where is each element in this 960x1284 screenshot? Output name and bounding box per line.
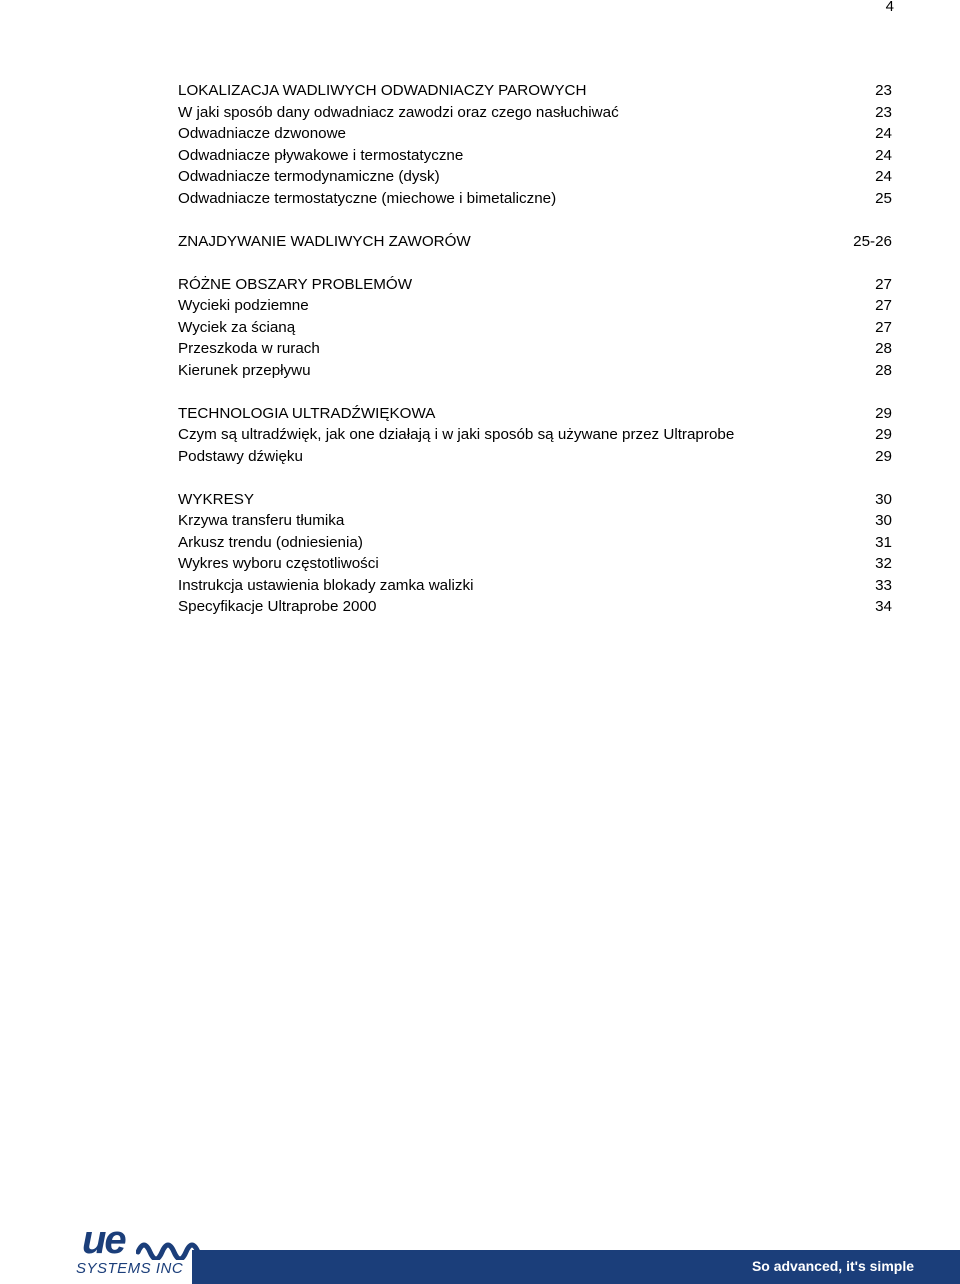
toc-entry-title: Odwadniacze dzwonowe [178, 125, 347, 142]
toc-entry-page: 23 [875, 103, 892, 121]
toc-entry [178, 489, 892, 511]
toc-entry-title: Specyfikacje Ultraprobe 2000 [178, 598, 377, 615]
toc-section [178, 231, 892, 253]
toc-entry-page: 29 [875, 404, 892, 422]
toc-entry [178, 166, 892, 188]
toc-entry-page: 34 [875, 598, 892, 615]
toc-entry-title: Wykres wyboru częstotliwości [178, 555, 379, 572]
toc-entry-title: LOKALIZACJA WADLIWYCH ODWADNIACZY PAROWYCH [178, 82, 587, 99]
toc-entry-title: Kierunek przepływu [178, 361, 311, 379]
toc-section [178, 403, 892, 468]
tagline-band [192, 1250, 960, 1284]
toc-entry-title: ZNAJDYWANIE WADLIWYCH ZAWORÓW [178, 232, 471, 250]
toc-entry [178, 403, 892, 425]
toc-section [178, 489, 892, 618]
toc-entry-title: Podstawy dźwięku [178, 447, 303, 465]
toc-entry-title: W jaki sposób dany odwadniacz zawodzi oraz czego nasłuchiwać [178, 103, 619, 121]
toc-entry-title: RÓŻNE OBSZARY PROBLEMÓW [178, 275, 413, 293]
toc-entry-page: 23 [875, 82, 892, 99]
toc-entry-page: 32 [875, 555, 892, 572]
toc-entry [178, 510, 892, 532]
tagline: So advanced, it's simple [751, 1258, 914, 1274]
toc-entry-page: 27 [875, 318, 892, 336]
toc-entry-title: Przeszkoda w rurach [178, 340, 320, 357]
toc-entry-page: 28 [875, 340, 892, 357]
footer [0, 1218, 960, 1284]
toc-entry-title: Arkusz trendu (odniesienia) [178, 533, 363, 551]
toc-entry [178, 360, 892, 382]
toc-entry-page: 24 [875, 168, 892, 185]
toc-entry-title: Wyciek za ścianą [178, 318, 296, 336]
toc-entry-title: WYKRESY [178, 490, 254, 508]
toc-entry [178, 188, 892, 210]
toc-entry-title: Wycieki podziemne [178, 297, 309, 314]
toc-entry-page: 33 [875, 576, 892, 594]
toc-entry-page: 25 [875, 189, 892, 207]
toc-section [178, 274, 892, 382]
toc-entry [178, 274, 892, 296]
toc-entry-page: 24 [875, 146, 892, 164]
toc-entry-page: 29 [875, 447, 892, 465]
toc-entry-title: Czym są ultradźwięk, jak one działają i w jaki sposób są używane przez Ultraprobe [178, 426, 735, 443]
toc-entry-page: 29 [875, 426, 892, 443]
table-of-contents [178, 80, 892, 639]
toc-section [178, 80, 892, 209]
toc-entry [178, 532, 892, 554]
toc-entry [178, 145, 892, 167]
toc-entry [178, 317, 892, 339]
toc-entry-page: 24 [875, 125, 892, 142]
toc-entry-page: 30 [875, 512, 892, 529]
toc-entry [178, 596, 892, 618]
toc-entry [178, 80, 892, 102]
logo-company-name: SYSTEMS INC [76, 1260, 184, 1277]
toc-entry-page: 27 [875, 275, 892, 293]
toc-entry-page: 28 [875, 361, 892, 379]
ue-systems-logo [76, 1218, 206, 1284]
page-number: 4 [885, 0, 894, 15]
toc-entry-page: 27 [875, 297, 892, 314]
toc-entry-page: 30 [875, 490, 892, 508]
toc-entry [178, 123, 892, 145]
toc-entry [178, 338, 892, 360]
toc-entry-title: Odwadniacze termodynamiczne (dysk) [178, 168, 440, 185]
toc-entry-title: Instrukcja ustawienia blokady zamka walizki [178, 576, 474, 594]
toc-entry [178, 553, 892, 575]
toc-entry [178, 231, 892, 253]
toc-entry [178, 102, 892, 124]
toc-entry [178, 575, 892, 597]
toc-entry-page: 31 [875, 533, 892, 551]
toc-entry [178, 424, 892, 446]
toc-entry-title: TECHNOLOGIA ULTRADŹWIĘKOWA [178, 404, 436, 422]
toc-entry-title: Krzywa transferu tłumika [178, 512, 345, 529]
toc-entry-page: 25-26 [853, 232, 892, 250]
logo-mark: ue [82, 1218, 125, 1262]
toc-entry [178, 446, 892, 468]
toc-entry-title: Odwadniacze pływakowe i termostatyczne [178, 146, 464, 164]
toc-entry [178, 295, 892, 317]
toc-entry-title: Odwadniacze termostatyczne (miechowe i bimetaliczne) [178, 189, 557, 207]
